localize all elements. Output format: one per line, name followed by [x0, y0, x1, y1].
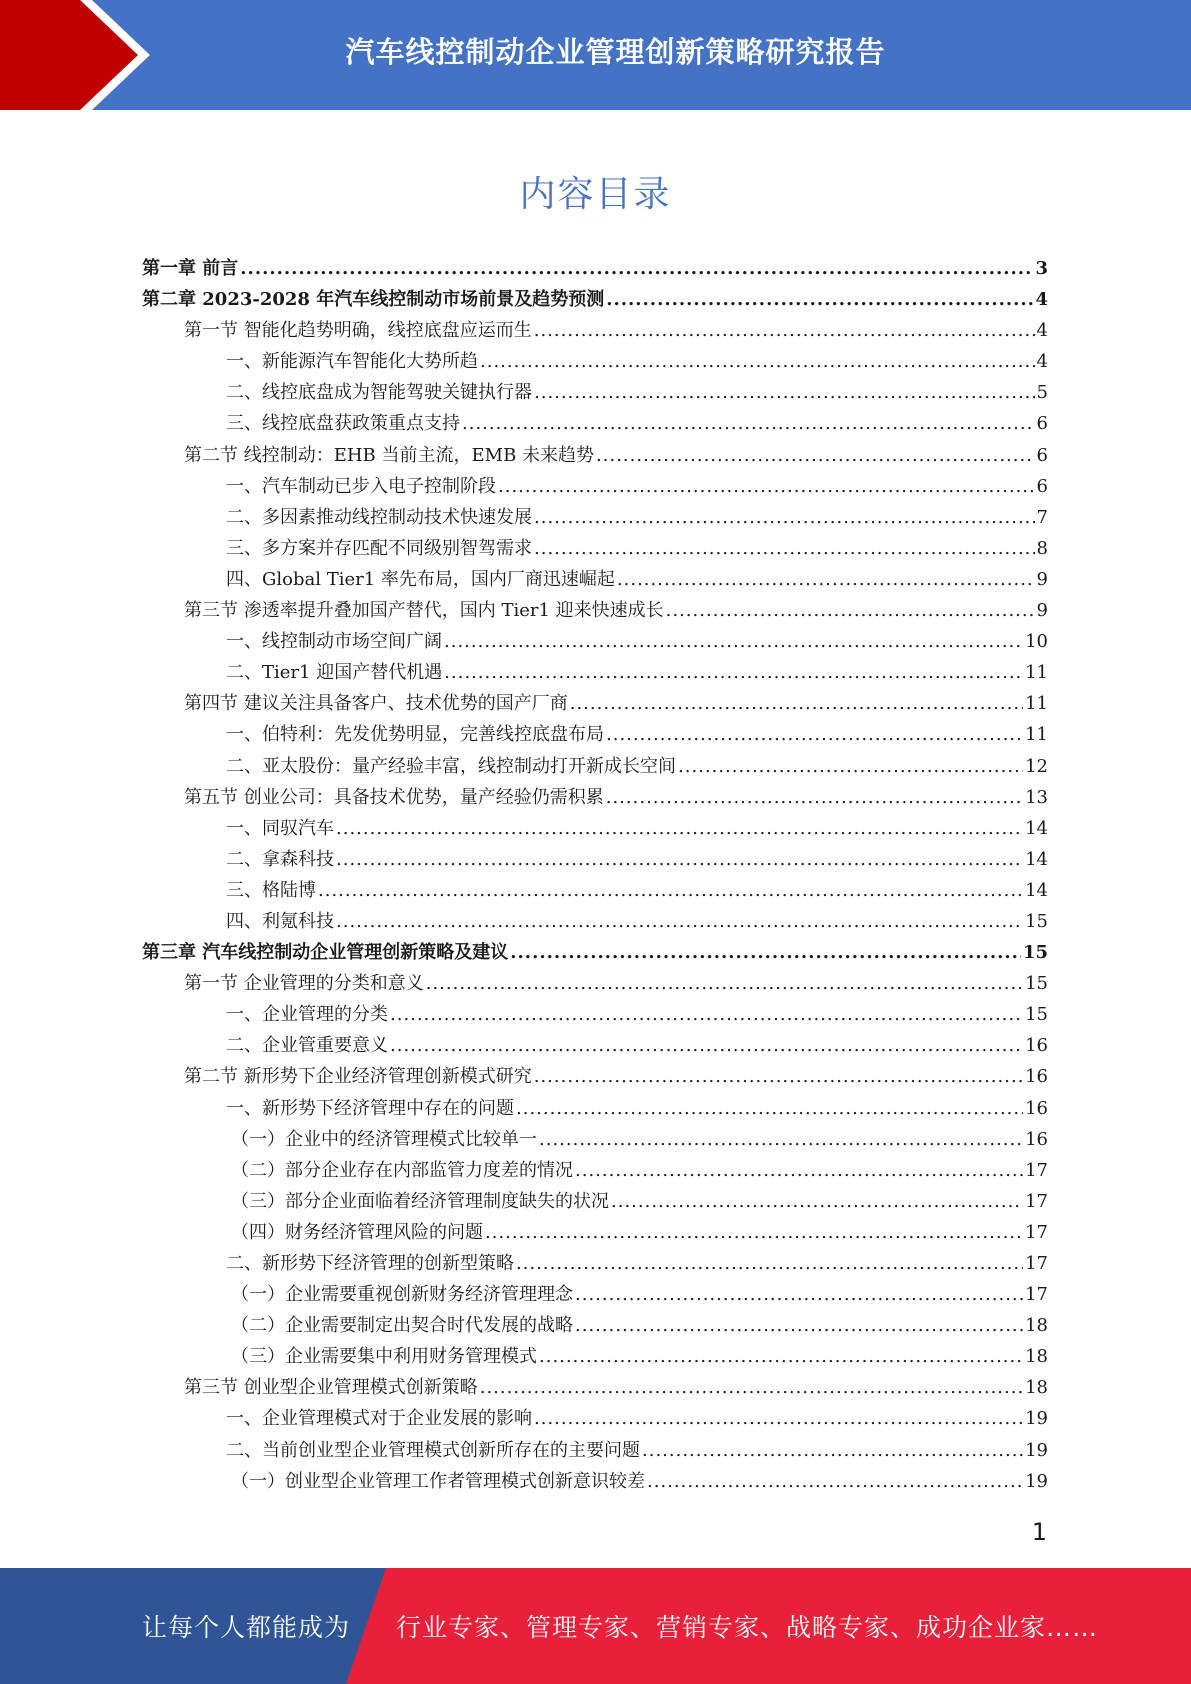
toc-entry-label: 三、多方案并存匹配不同级别智驾需求 — [226, 537, 532, 559]
toc-entry[interactable] — [142, 1155, 1048, 1186]
toc-dot-leader — [617, 564, 1035, 595]
toc-dot-leader — [611, 1186, 1023, 1217]
toc-entry-page: 6 — [1036, 444, 1048, 466]
toc-heading: 内容目录 — [519, 174, 672, 215]
toc-dot-leader — [534, 315, 1035, 346]
toc-entry-label: 三、格陆博 — [226, 879, 316, 901]
toc-entry[interactable] — [142, 657, 1048, 688]
toc-entry[interactable] — [142, 533, 1048, 564]
toc-entry-page: 13 — [1025, 786, 1048, 808]
toc-dot-leader — [606, 719, 1023, 750]
toc-dot-leader — [444, 657, 1023, 688]
toc-entry[interactable] — [142, 968, 1048, 999]
toc-dot-leader — [318, 875, 1023, 906]
toc-entry-label: 一、企业管理模式对于企业发展的影响 — [226, 1408, 532, 1430]
toc-dot-leader — [390, 999, 1023, 1030]
toc-entry[interactable] — [142, 999, 1048, 1030]
toc-entry-page: 4 — [1036, 351, 1048, 373]
toc-entry-label: 第一节 智能化趋势明确，线控底盘应运而生 — [184, 320, 532, 342]
toc-dot-leader — [534, 377, 1035, 408]
toc-entry-page: 7 — [1036, 506, 1048, 528]
table-of-contents — [142, 253, 1048, 1497]
toc-entry-page: 17 — [1025, 1253, 1048, 1274]
toc-entry[interactable] — [142, 315, 1048, 346]
toc-entry[interactable] — [142, 253, 1048, 284]
toc-entry-label: 第四节 建议关注具备客户、技术优势的国产厂商 — [184, 693, 568, 715]
toc-entry[interactable] — [142, 1372, 1048, 1403]
toc-entry-page: 18 — [1025, 1315, 1048, 1337]
toc-entry[interactable] — [142, 1030, 1048, 1061]
toc-entry-label: 一、线控制动市场空间广阔 — [226, 631, 442, 653]
toc-entry-page: 15 — [1022, 942, 1048, 964]
footer-slogan-right: 行业专家、管理专家、营销专家、战略专家、成功企业家…… — [396, 1613, 1099, 1642]
toc-entry-label: （三）企业需要集中利用财务管理模式 — [231, 1346, 537, 1368]
toc-dot-leader — [480, 1372, 1023, 1403]
toc-entry-page: 19 — [1025, 1470, 1048, 1492]
toc-entry-label: 二、亚太股份：量产经验丰富，线控制动打开新成长空间 — [226, 755, 676, 777]
toc-dot-leader — [510, 937, 1021, 968]
toc-dot-leader — [606, 284, 1033, 315]
toc-entry[interactable] — [142, 751, 1048, 782]
toc-dot-leader — [666, 595, 1035, 626]
toc-entry[interactable] — [142, 1279, 1048, 1310]
toc-dot-leader — [596, 440, 1035, 471]
toc-dot-leader — [539, 1341, 1023, 1372]
toc-dot-leader — [575, 1310, 1023, 1341]
toc-dot-leader — [336, 844, 1023, 875]
toc-entry-label: 二、Tier1 迎国产替代机遇 — [226, 662, 443, 684]
toc-entry-page: 19 — [1025, 1439, 1048, 1461]
toc-entry[interactable] — [142, 906, 1048, 937]
toc-dot-leader — [647, 1466, 1023, 1497]
toc-entry[interactable] — [142, 1248, 1048, 1279]
toc-entry[interactable] — [142, 875, 1048, 906]
toc-entry[interactable] — [142, 408, 1048, 439]
toc-entry[interactable] — [142, 1435, 1048, 1466]
toc-dot-leader — [444, 626, 1023, 657]
toc-dot-leader — [336, 813, 1023, 844]
toc-dot-leader — [480, 346, 1035, 377]
toc-entry-label: 二、线控底盘成为智能驾驶关键执行器 — [226, 382, 532, 404]
toc-entry[interactable] — [142, 440, 1048, 471]
toc-entry-label: 四、Global Tier1 率先布局，国内厂商迅速崛起 — [226, 568, 615, 590]
toc-dot-leader — [534, 1403, 1023, 1434]
toc-entry-page: 19 — [1025, 1408, 1048, 1430]
toc-entry[interactable] — [142, 1403, 1048, 1434]
report-title: 汽车线控制动企业管理创新策略研究报告 — [345, 35, 886, 69]
toc-dot-leader — [516, 1093, 1023, 1124]
toc-entry-label: 二、多因素推动线控制动技术快速发展 — [226, 506, 532, 528]
toc-dot-leader — [485, 1217, 1023, 1248]
toc-entry-page: 15 — [1025, 973, 1048, 995]
toc-entry-label: 一、汽车制动已步入电子控制阶段 — [226, 475, 496, 497]
toc-entry-page: 17 — [1025, 1284, 1048, 1306]
toc-entry[interactable] — [142, 471, 1048, 502]
toc-entry-page: 18 — [1025, 1377, 1048, 1399]
toc-entry[interactable] — [142, 1186, 1048, 1217]
toc-entry-page: 14 — [1025, 848, 1048, 870]
toc-dot-leader — [575, 1279, 1023, 1310]
toc-entry-label: 一、同驭汽车 — [226, 817, 334, 839]
toc-entry-label: 一、新能源汽车智能化大势所趋 — [226, 351, 478, 373]
toc-entry-label: （一）企业中的经济管理模式比较单一 — [231, 1128, 537, 1150]
toc-entry[interactable] — [142, 595, 1048, 626]
toc-entry-label: （二）企业需要制定出契合时代发展的战略 — [231, 1315, 573, 1337]
toc-entry-label: 第三节 渗透率提升叠加国产替代，国内 Tier1 迎来快速成长 — [184, 600, 664, 622]
toc-entry[interactable] — [142, 626, 1048, 657]
toc-entry-page: 3 — [1035, 258, 1048, 279]
toc-entry[interactable] — [142, 937, 1048, 968]
toc-entry-label: 第二节 新形势下企业经济管理创新模式研究 — [184, 1066, 532, 1088]
toc-entry-page: 16 — [1025, 1097, 1048, 1119]
toc-entry-page: 16 — [1025, 1035, 1048, 1057]
report-header — [0, 0, 1191, 110]
toc-dot-leader — [426, 968, 1023, 999]
toc-entry-label: 二、拿森科技 — [226, 848, 334, 870]
toc-entry-label: 二、企业管重要意义 — [226, 1035, 388, 1057]
toc-entry[interactable] — [142, 346, 1048, 377]
toc-entry-label: 第一章 前言 — [142, 258, 239, 279]
toc-entry-label: 二、新形势下经济管理的创新型策略 — [226, 1253, 514, 1274]
toc-entry[interactable] — [142, 1466, 1048, 1497]
toc-entry-page: 11 — [1025, 693, 1048, 715]
toc-entry[interactable] — [142, 813, 1048, 844]
toc-dot-leader — [534, 1061, 1023, 1092]
toc-dot-leader — [534, 502, 1035, 533]
toc-entry-page: 6 — [1036, 475, 1048, 497]
toc-dot-leader — [678, 751, 1023, 782]
toc-entry-label: （四）财务经济管理风险的问题 — [231, 1221, 483, 1243]
toc-entry-label: 第二章 2023-2028 年汽车线控制动市场前景及趋势预测 — [142, 289, 605, 311]
toc-entry-label: 第一节 企业管理的分类和意义 — [184, 973, 424, 995]
toc-entry[interactable] — [142, 377, 1048, 408]
toc-entry-page: 11 — [1025, 662, 1048, 684]
toc-dot-leader — [575, 1155, 1023, 1186]
toc-entry-page: 12 — [1025, 755, 1048, 777]
toc-entry-page: 16 — [1025, 1066, 1048, 1088]
toc-entry-page: 11 — [1025, 724, 1048, 746]
toc-entry-page: 17 — [1025, 1159, 1048, 1181]
toc-entry[interactable] — [142, 502, 1048, 533]
toc-entry-label: 一、新形势下经济管理中存在的问题 — [226, 1097, 514, 1119]
page-footer — [0, 1568, 1191, 1684]
toc-entry-page: 14 — [1025, 817, 1048, 839]
toc-entry-page: 17 — [1025, 1221, 1048, 1243]
toc-entry-page: 8 — [1036, 537, 1048, 559]
toc-entry[interactable] — [142, 1061, 1048, 1092]
toc-entry-page: 9 — [1036, 600, 1048, 622]
toc-entry-page: 10 — [1025, 631, 1048, 653]
toc-entry[interactable] — [142, 1217, 1048, 1248]
toc-dot-leader — [336, 906, 1023, 937]
toc-entry[interactable] — [142, 1093, 1048, 1124]
toc-entry-label: 三、线控底盘获政策重点支持 — [226, 413, 460, 435]
toc-dot-leader — [516, 1248, 1023, 1279]
toc-entry[interactable] — [142, 1310, 1048, 1341]
toc-entry[interactable] — [142, 782, 1048, 813]
toc-entry-label: （二）部分企业存在内部监管力度差的情况 — [231, 1159, 573, 1181]
toc-entry-page: 6 — [1036, 413, 1048, 435]
toc-entry-page: 15 — [1025, 910, 1048, 932]
toc-entry-label: 第三章 汽车线控制动企业管理创新策略及建议 — [142, 942, 509, 964]
toc-entry-page: 4 — [1036, 320, 1048, 342]
toc-entry-page: 16 — [1025, 1128, 1048, 1150]
toc-entry-page: 5 — [1036, 382, 1048, 404]
toc-entry[interactable] — [142, 284, 1048, 315]
toc-entry-label: 第五节 创业公司：具备技术优势，量产经验仍需积累 — [184, 786, 604, 808]
toc-entry-page: 18 — [1025, 1346, 1048, 1368]
toc-dot-leader — [462, 408, 1035, 439]
toc-dot-leader — [539, 1124, 1023, 1155]
toc-entry-page: 17 — [1025, 1190, 1048, 1212]
toc-entry-label: （一）企业需要重视创新财务经济管理理念 — [231, 1284, 573, 1306]
toc-entry-label: 第二节 线控制动：EHB 当前主流，EMB 未来趋势 — [184, 444, 595, 466]
toc-dot-leader — [642, 1435, 1023, 1466]
footer-slogan-left: 让每个人都能成为 — [142, 1613, 351, 1642]
toc-entry-page: 14 — [1025, 879, 1048, 901]
toc-entry-label: （三）部分企业面临着经济管理制度缺失的状况 — [231, 1190, 609, 1212]
page-number: 1 — [1031, 1518, 1047, 1546]
toc-entry[interactable] — [142, 844, 1048, 875]
toc-entry-page: 9 — [1036, 568, 1048, 590]
toc-entry-label: 四、利氪科技 — [226, 910, 334, 932]
toc-entry[interactable] — [142, 688, 1048, 719]
toc-dot-leader — [390, 1030, 1023, 1061]
toc-dot-leader — [240, 253, 1033, 284]
toc-entry[interactable] — [142, 719, 1048, 750]
toc-entry-page: 4 — [1035, 289, 1048, 311]
toc-entry[interactable] — [142, 564, 1048, 595]
toc-entry-label: （一）创业型企业管理工作者管理模式创新意识较差 — [231, 1470, 645, 1492]
toc-dot-leader — [570, 688, 1023, 719]
toc-entry-label: 一、伯特利：先发优势明显，完善线控底盘布局 — [226, 724, 604, 746]
toc-dot-leader — [606, 782, 1023, 813]
toc-entry-label: 一、企业管理的分类 — [226, 1004, 388, 1026]
toc-entry[interactable] — [142, 1124, 1048, 1155]
toc-entry-label: 二、当前创业型企业管理模式创新所存在的主要问题 — [226, 1439, 640, 1461]
toc-entry-label: 第三节 创业型企业管理模式创新策略 — [184, 1377, 478, 1399]
toc-entry[interactable] — [142, 1341, 1048, 1372]
toc-dot-leader — [534, 533, 1035, 564]
toc-dot-leader — [498, 471, 1035, 502]
toc-entry-page: 15 — [1025, 1004, 1048, 1026]
